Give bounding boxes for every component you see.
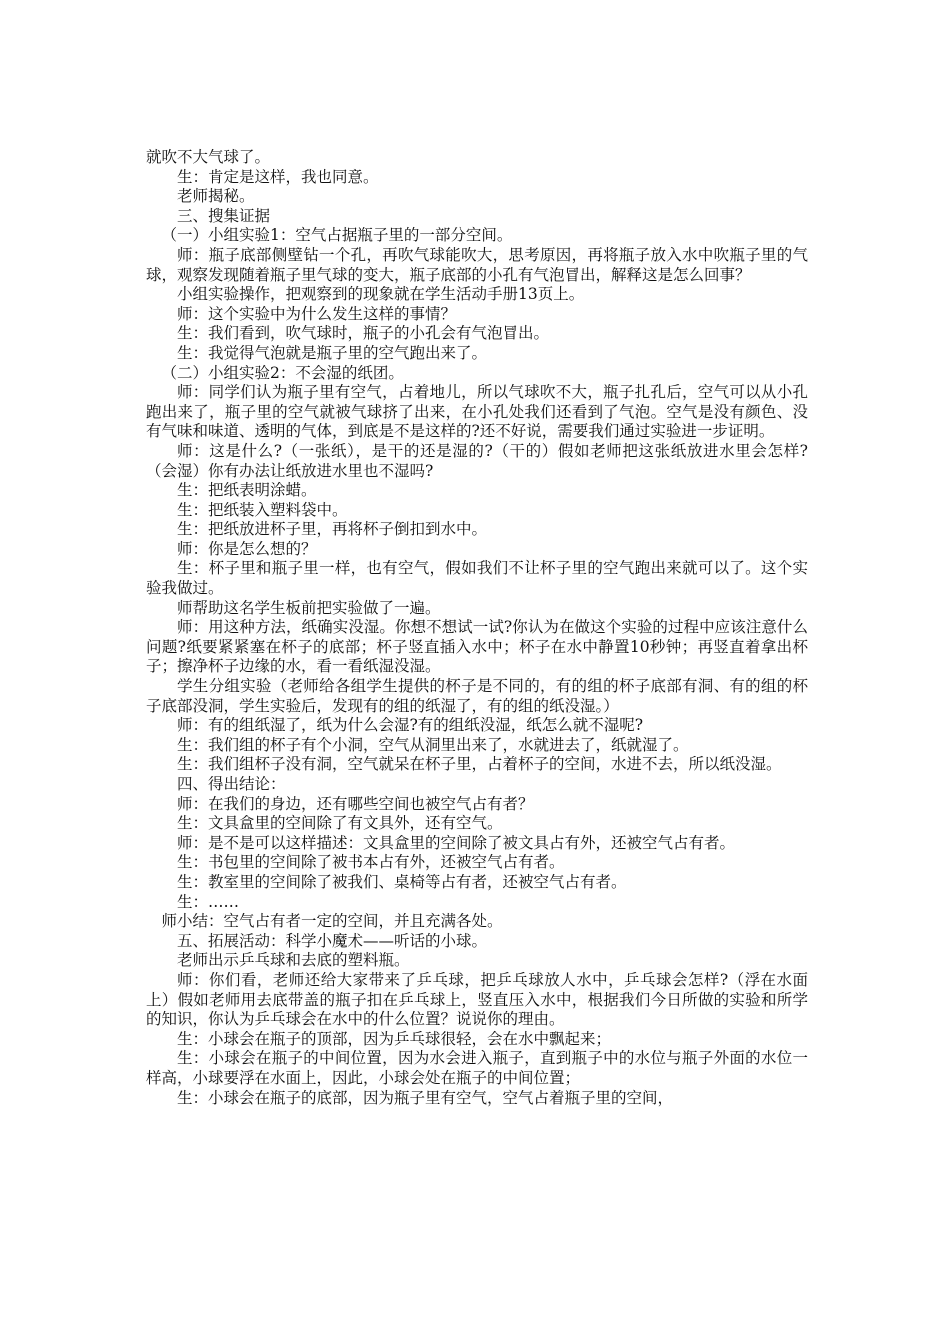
paragraph: 生：教室里的空间除了被我们、桌椅等占有者，还被空气占有者。 [177,872,627,891]
paragraph: 生：我们看到，吹气球时，瓶子的小孔会有气泡冒出。 [177,324,550,343]
paragraph: 师：你是怎么想的？ [177,539,317,558]
paragraph: 生：我觉得气泡就是瓶子里的空气跑出来了。 [177,343,488,362]
paragraph: 生：肯定是这样，我也同意。 [177,167,379,186]
subsection-heading: （二）小组实验2：不会湿的纸团。 [161,363,404,382]
paragraph: 生：我们组的杯子有个小洞，空气从洞里出来了，水就进去了，纸就湿了。 [177,735,689,754]
paragraph: 就吹不大气球了。 [146,148,271,166]
paragraph: 师：这是什么?（一张纸），是干的还是湿的?（干的）假如老师把这张纸放进水里会怎样?（会湿）你有办法让纸放进水里也不湿吗? [146,441,808,480]
paragraph: 师：用这种方法，纸确实没湿。你想不想试一试?你认为在做这个实验的过程中应该注意什么问题?纸要紧紧塞在杯子的底部；杯子竖直插入水中；杯子在水中静置10秒钟；再竖直着拿出杯子；擦净杯子边缘的水，看一看纸湿没湿。 [146,618,808,676]
paragraph: 师：你们看，老师还给大家带来了乒乓球，把乒乓球放人水中，乒乓球会怎样?（浮在水面上）假如老师用去底带盖的瓶子扣在乒乓球上，竖直压入水中，根据我们今日所做的实验和所学的知识，你认为乒乓球会在水中的什么位置？说说你的理由。 [146,970,808,1029]
paragraph: 生：杯子里和瓶子里一样，也有空气，假如我们不让杯子里的空气跑出来就可以了。这个实验我做过。 [146,559,808,598]
paragraph: 师：在我们的身边，还有哪些空间也被空气占有者？ [177,794,534,813]
section-heading: 五、拓展活动：科学小魔术——听话的小球。 [177,931,488,950]
paragraph: 师：瓶子底部侧壁钻一个孔，再吹气球能吹大，思考原因，再将瓶子放入水中吹瓶子里的气球，观察发现随着瓶子里气球的变大，瓶子底部的小孔有气泡冒出，解释这是怎么回事？ [146,245,808,284]
paragraph: 师：这个实验中为什么发生这样的事情？ [177,304,457,323]
paragraph: 老师出示乒乓球和去底的塑料瓶。 [177,951,410,970]
subsection-heading: （一）小组实验1：空气占据瓶子里的一部分空间。 [161,226,513,245]
paragraph: 老师揭秘。 [177,187,255,206]
paragraph: 小组实验操作，把观察到的现象就在学生活动手册13页上。 [177,285,585,304]
paragraph: 生：把纸装入塑料袋中。 [177,500,348,519]
paragraph: 生：文具盒里的空间除了有文具外，还有空气。 [177,814,503,833]
paragraph: 学生分组实验（老师给各组学生提供的杯子是不同的，有的组的杯子底部有洞、有的组的杯子底部没洞，学生实验后，发现有的组的纸湿了，有的组的纸没湿。） [146,677,808,715]
paragraph: 生：书包里的空间除了被书本占有外，还被空气占有者。 [177,853,565,872]
paragraph: 师：是不是可以这样描述：文具盒里的空间除了被文具占有外，还被空气占有者。 [177,833,736,852]
section-heading: 四、得出结论： [177,775,286,793]
paragraph: 生：…… [177,892,240,911]
paragraph: 生：把纸表明涂蜡。 [177,481,317,500]
paragraph: 师帮助这名学生板前把实验做了一遍。 [177,598,441,617]
paragraph: 生：把纸放进杯子里，再将杯子倒扣到水中。 [177,520,488,539]
paragraph: 生：小球会在瓶子的顶部，因为乒乓球很轻，会在水中飘起来； [177,1029,612,1048]
paragraph: 师：有的组纸湿了，纸为什么会湿?有的组纸没湿，纸怎么就不湿呢? [177,716,644,735]
paragraph: 生：小球会在瓶子的中间位置，因为水会进入瓶子，直到瓶子中的水位与瓶子外面的水位一样高，小球要浮在水面上，因此，小球会处在瓶子的中间位置； [146,1049,808,1087]
paragraph: 师小结：空气占有者一定的空间，并且充满各处。 [161,912,503,931]
section-heading: 三、搜集证据 [177,206,271,225]
paragraph: 生：我们组杯子没有洞，空气就呆在杯子里，占着杯子的空间，水进不去，所以纸没湿。 [177,755,782,774]
paragraph: 生：小球会在瓶子的底部，因为瓶子里有空气，空气占着瓶子里的空间， [177,1088,674,1107]
paragraph: 师：同学们认为瓶子里有空气，占着地儿，所以气球吹不大，瓶子扎孔后，空气可以从小孔跑出来了，瓶子里的空气就被气球挤了出来，在小孔处我们还看到了气泡。空气是没有颜色、没有气味和味道、透明的气体，到底是不是这样的?还不好说，需要我们通过实验进一步证明。 [146,383,808,441]
document-body [146,148,808,1108]
